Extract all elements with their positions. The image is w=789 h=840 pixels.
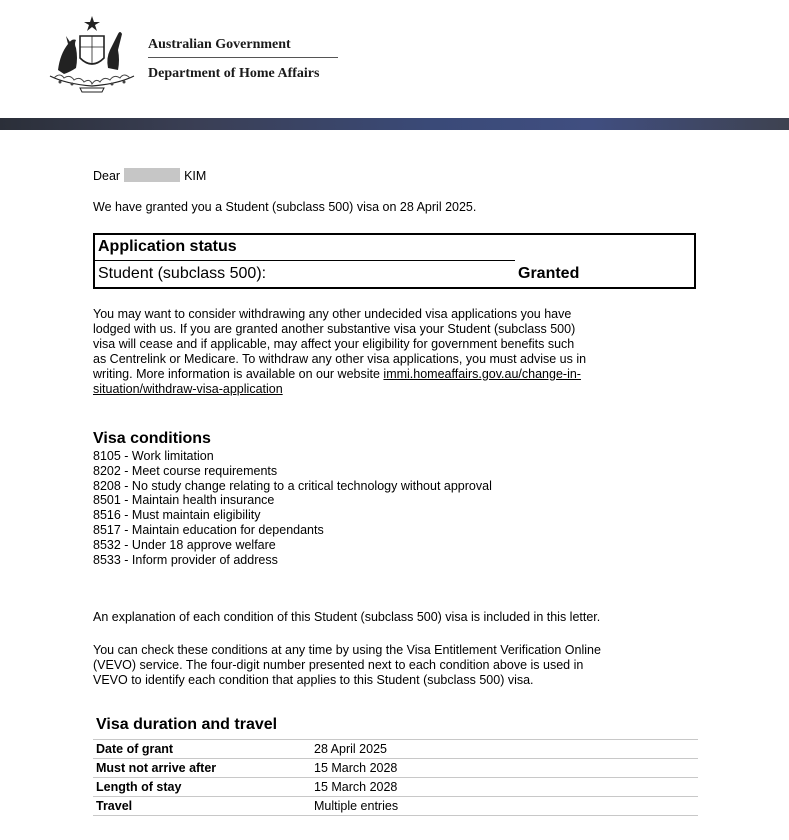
row-value: Multiple entries (311, 797, 698, 816)
withdraw-line: writing. More information is available on our website (93, 367, 384, 381)
vevo-paragraph (93, 643, 703, 688)
condition-item: 8532 - Under 18 approve welfare (93, 537, 276, 552)
table-row (93, 759, 698, 778)
salutation-name: KIM (184, 169, 207, 183)
grant-sentence: We have granted you a Student (subclass 500) visa on 28 April 2025. (93, 200, 477, 214)
website-link-continued[interactable]: situation/withdraw-visa-application (93, 382, 283, 396)
table-row (93, 740, 698, 759)
condition-item: 8533 - Inform provider of address (93, 552, 278, 567)
conditions-explanation: An explanation of each condition of this Student (subclass 500) visa is included in this letter. (93, 610, 601, 624)
vevo-line: (VEVO) service. The four-digit number presented next to each condition above is used in (93, 658, 584, 672)
condition-item: 8105 - Work limitation (93, 449, 214, 463)
table-row (93, 797, 698, 816)
row-label: Must not arrive after (93, 759, 311, 778)
vevo-line: VEVO to identify each condition that applies to this Student (subclass 500) visa. (93, 673, 534, 687)
withdraw-line: as Centrelink or Medicare. To withdraw any other visa applications, you must advise us in (93, 352, 587, 366)
row-label: Length of stay (93, 778, 311, 797)
australian-coat-of-arms-icon (46, 14, 138, 94)
withdraw-line-with-link (93, 367, 703, 382)
header-band (0, 118, 789, 130)
condition-item: 8517 - Maintain education for dependants (93, 522, 324, 537)
withdraw-line: You may want to consider withdrawing any other undecided visa applications you have (93, 307, 572, 321)
website-link[interactable]: immi.homeaffairs.gov.au/change-in- (383, 367, 581, 381)
row-value: 28 April 2025 (311, 740, 698, 759)
status-value: Granted (518, 265, 580, 282)
row-label: Travel (93, 797, 311, 816)
row-value: 15 March 2028 (311, 759, 698, 778)
visa-conditions-list (93, 449, 492, 567)
salutation (93, 168, 703, 184)
letterhead (0, 0, 789, 118)
department-name: Department of Home Affairs (148, 66, 320, 81)
visa-duration-table (93, 739, 698, 816)
condition-item: 8208 - No study change relating to a critical technology without approval (93, 478, 492, 493)
row-value: 15 March 2028 (311, 778, 698, 797)
visa-duration-heading: Visa duration and travel (96, 716, 278, 733)
condition-item: 8516 - Must maintain eligibility (93, 508, 261, 523)
application-status-heading: Application status (98, 238, 237, 255)
visa-conditions-heading: Visa conditions (93, 430, 211, 447)
condition-item: 8501 - Maintain health insurance (93, 493, 275, 508)
withdraw-line: visa will cease and if applicable, may affect your eligibility for government benefits such (93, 337, 575, 351)
condition-item: 8202 - Meet course requirements (93, 463, 278, 478)
government-name: Australian Government (148, 37, 291, 52)
application-status-box (93, 233, 696, 289)
salutation-prefix: Dear (93, 169, 121, 183)
vevo-line: You can check these conditions at any time by using the Visa Entitlement Verification Online (93, 643, 601, 657)
status-divider (95, 260, 515, 261)
redacted-given-name (124, 168, 180, 182)
withdraw-paragraph (93, 307, 703, 397)
header-divider (148, 57, 338, 58)
withdraw-line: lodged with us. If you are granted another substantive visa your Student (subclass 500) (93, 322, 576, 336)
row-label: Date of grant (93, 740, 311, 759)
status-visa-type: Student (subclass 500): (98, 265, 267, 282)
table-row (93, 778, 698, 797)
